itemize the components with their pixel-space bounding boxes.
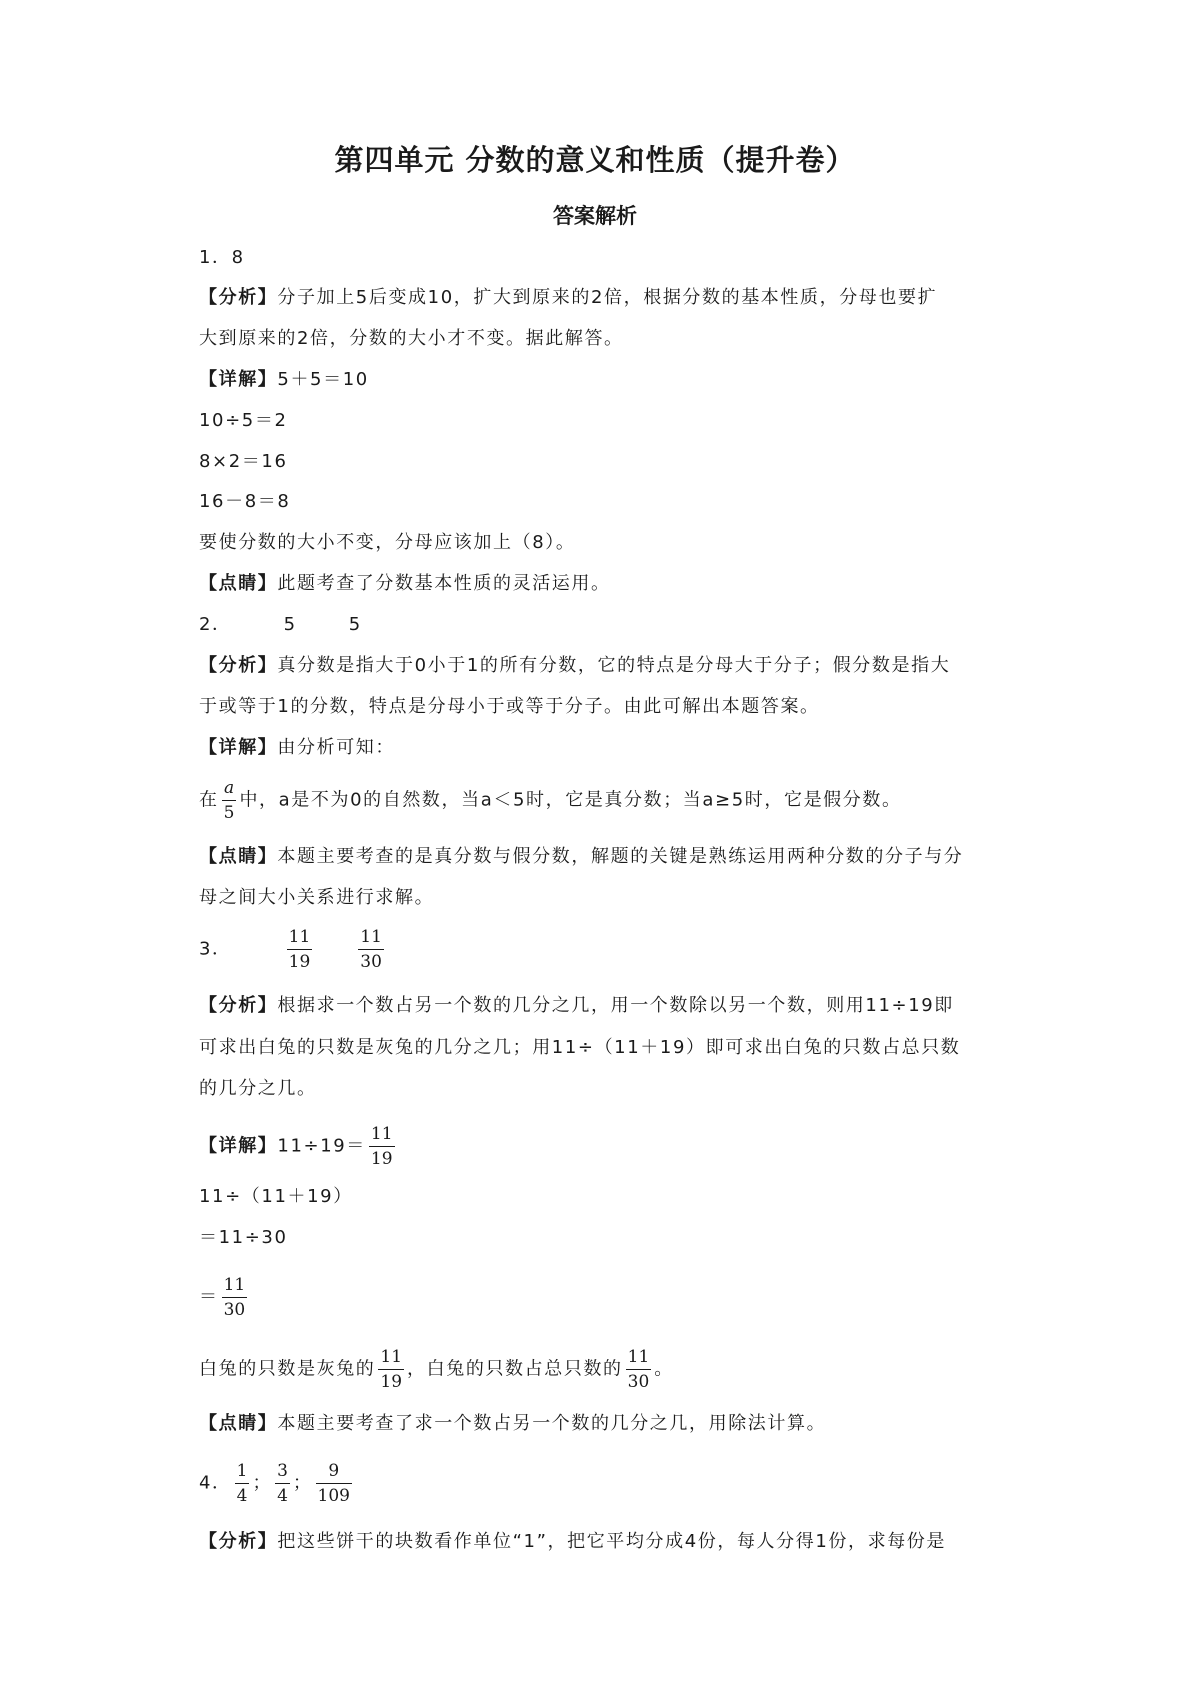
q1-comment xyxy=(199,572,611,596)
q1-detail-line-2: 10÷5＝2 xyxy=(199,410,288,431)
separator: ； xyxy=(252,1472,273,1494)
page-title: 第四单元 分数的意义和性质（提升卷） xyxy=(334,143,856,177)
q1-analysis-line-1 xyxy=(199,286,937,310)
q3-analysis-line-1 xyxy=(199,994,954,1018)
q1-heading: 1．8 xyxy=(199,247,245,268)
answer-fraction-2: $\frac{11}{30}$ xyxy=(360,927,382,972)
question-number: 2． xyxy=(199,614,232,635)
q2-analysis-line-1 xyxy=(199,654,950,678)
fraction-denominator: 5 xyxy=(223,803,235,823)
q4-heading xyxy=(199,1461,355,1506)
q3-detail-line-1 xyxy=(199,1124,398,1169)
q3-detail-line-2: 11÷（11＋19） xyxy=(199,1186,353,1207)
analysis-tag: 【分析】 xyxy=(199,995,278,1016)
analysis-text: 真分数是指大于0小于1的所有分数，它的特点是分母大于分子；假分数是指大 xyxy=(277,655,951,676)
analysis-text: 根据求一个数占另一个数的几分之几，用一个数除以另一个数，则用11÷19即 xyxy=(277,995,954,1016)
question-number: 3． xyxy=(199,938,232,960)
analysis-tag: 【分析】 xyxy=(199,1531,278,1552)
q3-comment xyxy=(199,1412,826,1436)
q2-detail-line-1 xyxy=(199,736,395,760)
fraction-a-over-5 xyxy=(222,778,237,823)
fraction-11-over-19: $\frac{11}{19}$ xyxy=(370,1124,393,1169)
comment-text: 本题主要考查的是真分数与假分数，解题的关键是熟练运用两种分数的分子与分 xyxy=(277,846,964,867)
detail-text: 5＋5＝10 xyxy=(277,369,369,390)
detail-tag: 【详解】 xyxy=(199,369,278,390)
q3-heading xyxy=(199,927,387,972)
q2-heading xyxy=(199,613,362,637)
q1-detail-line-3: 8×2＝16 xyxy=(199,451,288,472)
conclusion-text: 。 xyxy=(654,1358,674,1380)
fraction-11-over-19: $\frac{11}{19}$ xyxy=(380,1347,403,1392)
answer-blank-1: 5 xyxy=(283,614,297,635)
analysis-tag: 【分析】 xyxy=(199,655,278,676)
detail-tag: 【详解】 xyxy=(199,737,278,758)
q3-analysis-line-2: 可求出白兔的只数是灰兔的几分之几；用11÷（11＋19）即可求出白兔的只数占总只数 xyxy=(199,1037,961,1058)
answer-blank-2: 5 xyxy=(348,614,362,635)
detail-tag: 【详解】 xyxy=(199,1135,278,1157)
comment-tag: 【点睛】 xyxy=(199,1413,278,1434)
q1-detail-line-5: 要使分数的大小不变，分母应该加上（8）。 xyxy=(199,532,576,553)
conclusion-text: 白兔的只数是灰兔的 xyxy=(199,1358,376,1380)
analysis-text: 把这些饼干的块数看作单位“1”，把它平均分成4份，每人分得1份，求每份是 xyxy=(277,1531,947,1552)
q2-detail-line-2 xyxy=(199,778,902,823)
detail-text: ＝ xyxy=(199,1286,219,1308)
comment-text: 本题主要考查了求一个数占另一个数的几分之几，用除法计算。 xyxy=(277,1413,827,1434)
analysis-tag: 【分析】 xyxy=(199,287,278,308)
comment-tag: 【点睛】 xyxy=(199,846,278,867)
question-number: 4． xyxy=(199,1472,232,1494)
q3-analysis-line-3: 的几分之几。 xyxy=(199,1078,317,1099)
q1-detail-line-1 xyxy=(199,368,369,392)
q3-detail-line-4 xyxy=(199,1275,250,1320)
q1-analysis-line-2: 大到原来的2倍，分数的大小才不变。据此解答。 xyxy=(199,328,624,349)
conclusion-text: ，白兔的只数占总只数的 xyxy=(407,1358,623,1380)
q4-analysis-line-1 xyxy=(199,1530,946,1554)
q3-detail-line-3: ＝11÷30 xyxy=(199,1227,288,1248)
fraction-numerator: a xyxy=(222,778,237,801)
analysis-text: 分子加上5后变成10，扩大到原来的2倍，根据分数的基本性质，分母也要扩 xyxy=(277,287,938,308)
detail-text: 11÷19＝ xyxy=(277,1135,366,1157)
detail-text: 中，a是不为0的自然数，当a＜5时，它是真分数；当a≥5时，它是假分数。 xyxy=(239,789,902,811)
answer-fraction-2: $\frac{3}{4}$ xyxy=(277,1461,288,1506)
page-subtitle: 答案解析 xyxy=(553,204,637,228)
separator: ； xyxy=(292,1472,313,1494)
q3-conclusion xyxy=(199,1347,674,1392)
answer-fraction-3: $\frac{9}{109}$ xyxy=(317,1461,350,1506)
comment-tag: 【点睛】 xyxy=(199,573,278,594)
answer-fraction-1: $\frac{1}{4}$ xyxy=(236,1461,248,1506)
fraction-11-over-30: $\frac{11}{30}$ xyxy=(223,1275,246,1320)
q2-analysis-line-2: 于或等于1的分数，特点是分母小于或等于分子。由此可解出本题答案。 xyxy=(199,696,820,717)
detail-text: 由分析可知： xyxy=(277,737,396,758)
q2-comment-line-1 xyxy=(199,845,963,869)
comment-text: 此题考查了分数基本性质的灵活运用。 xyxy=(277,573,611,594)
answer-fraction-1: $\frac{11}{19}$ xyxy=(288,927,311,972)
q2-comment-line-2: 母之间大小关系进行求解。 xyxy=(199,887,435,908)
detail-text: 在 xyxy=(199,789,219,811)
fraction-11-over-30: $\frac{11}{30}$ xyxy=(627,1347,650,1392)
q1-detail-line-4: 16－8＝8 xyxy=(199,491,291,512)
